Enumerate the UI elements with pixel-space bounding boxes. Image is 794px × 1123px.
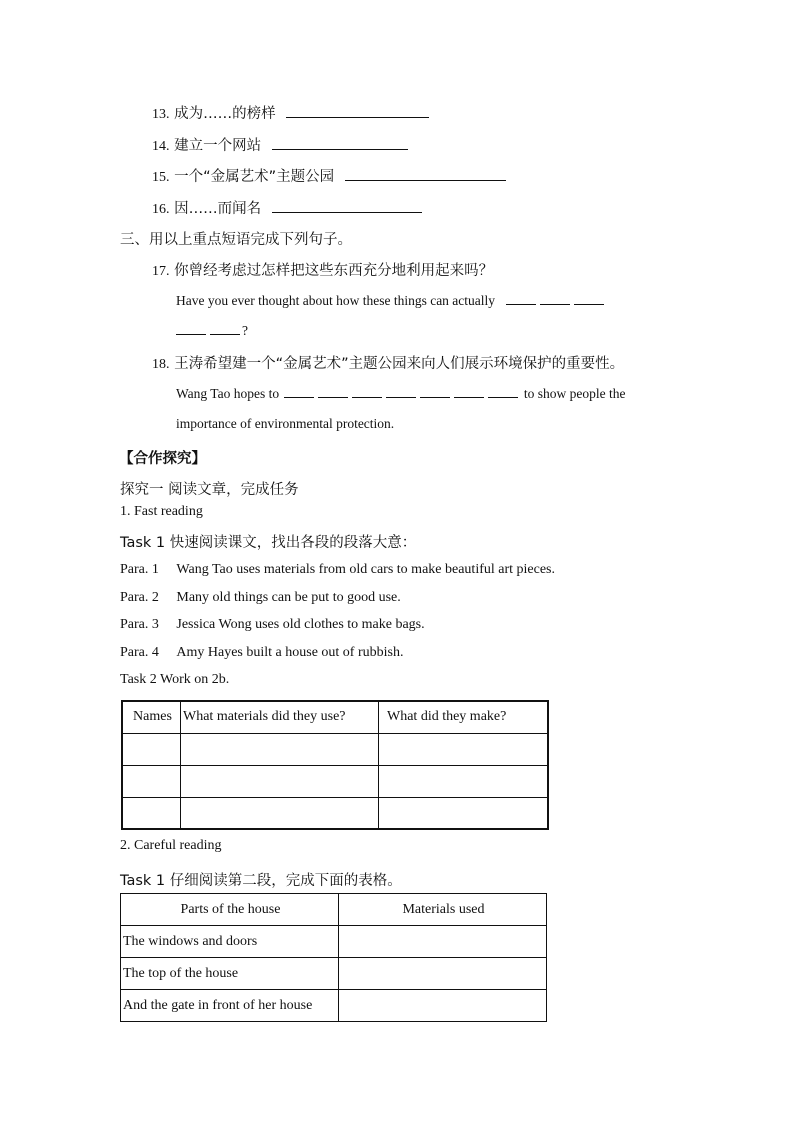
table-cell[interactable] (339, 958, 547, 990)
table-header-cell: What did they make? (379, 701, 549, 733)
answer-blank[interactable] (352, 385, 382, 398)
para-3-summary (120, 617, 425, 633)
table-cell[interactable] (379, 797, 549, 829)
item-number: 13. (152, 107, 170, 122)
task-1-instruction (120, 531, 416, 552)
question-18-cn (152, 352, 624, 373)
item-number: 15. (152, 170, 170, 185)
answer-blank[interactable] (506, 292, 536, 305)
para-label: Para. 4 (120, 645, 159, 660)
question-18-en-line2: importance of environmental protection. (176, 416, 395, 431)
para-text: Many old things can be put to good use. (176, 590, 401, 605)
table-cell: The top of the house (121, 958, 339, 990)
sentence-text: to show people the (523, 386, 626, 401)
question-text: 王涛希望建一个“金属艺术”主题公园来向人们展示环境保护的重要性。 (174, 356, 625, 372)
answer-blank[interactable] (318, 385, 348, 398)
para-text: Wang Tao uses materials from old cars to make beautiful art pieces. (176, 562, 556, 577)
answer-blank[interactable] (454, 385, 484, 398)
answer-blank[interactable] (574, 292, 604, 305)
table-cell[interactable] (122, 765, 181, 797)
item-number: 14. (152, 139, 170, 154)
table-row (122, 765, 548, 797)
para-4-summary (120, 645, 403, 661)
answer-blank[interactable] (386, 385, 416, 398)
table-cell[interactable] (181, 797, 379, 829)
phrase-item-13 (152, 102, 429, 123)
table-row (122, 797, 548, 829)
question-17-en-line2 (176, 322, 248, 339)
para-text: Jessica Wong uses old clothes to make bags. (176, 617, 425, 632)
answer-blank[interactable] (176, 322, 206, 335)
phrase-text: 成为……的榜样 (174, 106, 276, 122)
question-17-en-line1 (176, 292, 606, 309)
task-text: Task 1 快速阅读课文，找出各段的段落大意： (120, 535, 417, 551)
para-label: Para. 3 (120, 617, 159, 632)
table-header-row (121, 894, 547, 926)
para-text: Amy Hayes built a house out of rubbish. (176, 645, 404, 660)
table-header-row (122, 701, 548, 733)
sentence-text: Have you ever thought about how these things can actually (176, 293, 496, 308)
question-18-en-line1 (176, 385, 625, 402)
table-cell: The windows and doors (121, 926, 339, 958)
table-cell[interactable] (339, 926, 547, 958)
answer-blank[interactable] (286, 103, 429, 118)
table-row (122, 733, 548, 765)
phrase-item-16 (152, 197, 422, 218)
table-row (121, 958, 547, 990)
item-number: 16. (152, 202, 170, 217)
section-title: 三、用以上重点短语完成下列句子。 (120, 232, 352, 248)
answer-blank[interactable] (272, 198, 422, 213)
table-header-cell: What materials did they use? (181, 701, 379, 733)
task-2-heading: Task 2 Work on 2b. (120, 672, 230, 687)
explore-1-title: 探究一 阅读文章，完成任务 (120, 482, 299, 498)
table-header-cell: Parts of the house (121, 894, 339, 926)
table-cell[interactable] (379, 733, 549, 765)
phrase-text: 建立一个网站 (174, 138, 262, 154)
table-header-cell: Materials used (339, 894, 547, 926)
item-number: 18. (152, 357, 170, 372)
answer-blank[interactable] (488, 385, 518, 398)
table-cell[interactable] (122, 733, 181, 765)
table-cell[interactable] (181, 733, 379, 765)
table-cell[interactable] (181, 765, 379, 797)
phrase-item-14 (152, 134, 408, 155)
punctuation: ? (242, 323, 248, 338)
table-cell[interactable] (339, 990, 547, 1022)
para-2-summary (120, 590, 401, 606)
table-cell[interactable] (122, 797, 181, 829)
task-1b-instruction (120, 869, 402, 890)
fast-reading-heading: 1. Fast reading (120, 504, 203, 519)
question-17-cn (152, 259, 493, 280)
table-row (121, 990, 547, 1022)
answer-blank[interactable] (284, 385, 314, 398)
question-text: 你曾经考虑过怎样把这些东西充分地利用起来吗？ (174, 263, 494, 279)
answer-blank[interactable] (210, 322, 240, 335)
coop-title: 【合作探究】 (119, 451, 206, 467)
sentence-text: Wang Tao hopes to (176, 386, 280, 401)
phrase-text: 一个“金属艺术”主题公园 (174, 169, 335, 185)
task-text: Task 1 仔细阅读第二段，完成下面的表格。 (120, 873, 402, 889)
careful-reading-heading: 2. Careful reading (120, 838, 222, 853)
table-cell: And the gate in front of her house (121, 990, 339, 1022)
table-cell[interactable] (379, 765, 549, 797)
para-1-summary (120, 562, 555, 578)
para-label: Para. 2 (120, 590, 159, 605)
answer-blank[interactable] (345, 166, 506, 181)
phrase-text: 因……而闻名 (174, 201, 262, 217)
answer-blank[interactable] (540, 292, 570, 305)
answer-blank[interactable] (272, 135, 408, 150)
item-number: 17. (152, 264, 170, 279)
answer-blank[interactable] (420, 385, 450, 398)
house-parts-table (120, 893, 547, 1022)
table-header-cell: Names (122, 701, 181, 733)
materials-table (121, 700, 549, 830)
table-row (121, 926, 547, 958)
phrase-item-15 (152, 165, 506, 186)
para-label: Para. 1 (120, 562, 159, 577)
